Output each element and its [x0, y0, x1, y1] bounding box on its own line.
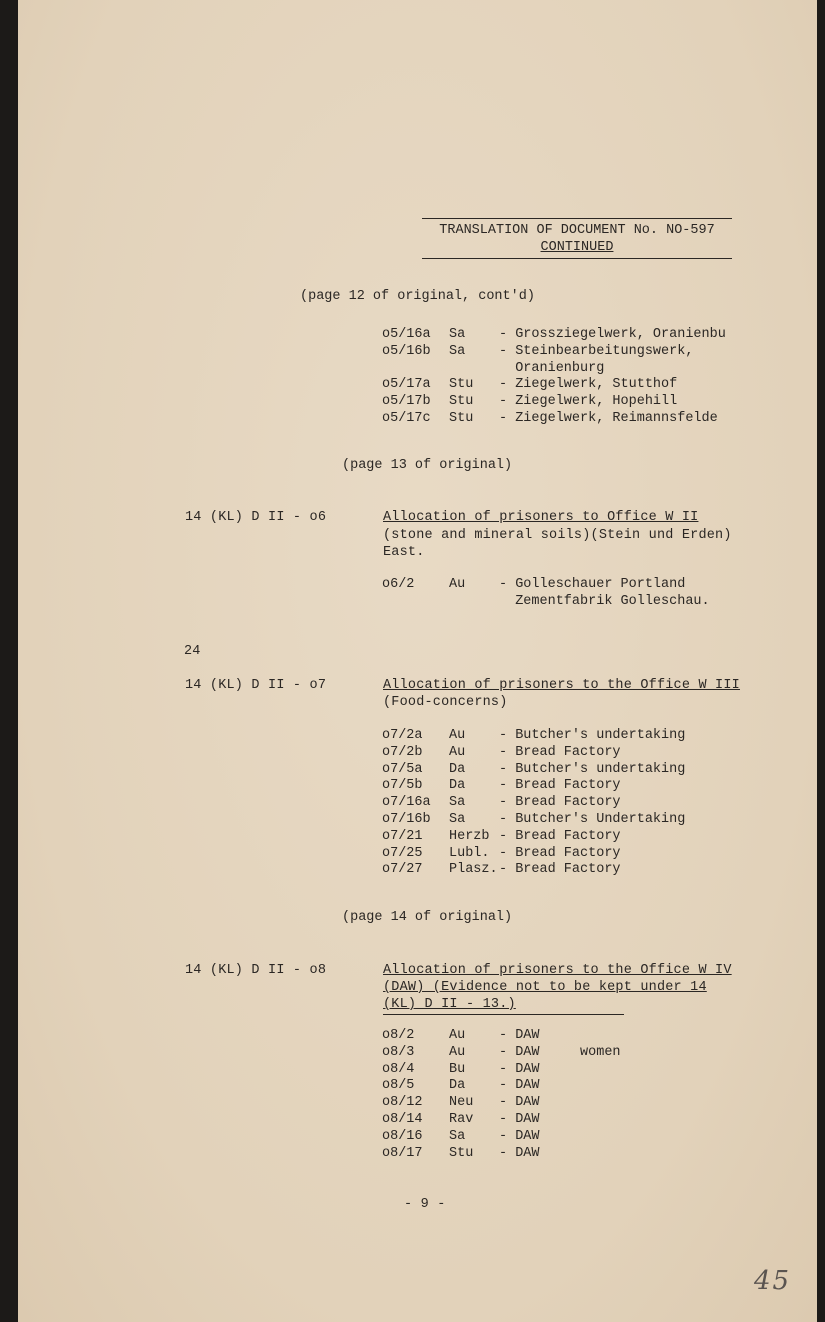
entry-code: o7/25 — [382, 845, 423, 861]
section-06-title: Allocation of prisoners to Office W II — [383, 510, 699, 525]
entry-code: o8/14 — [382, 1111, 423, 1127]
entry-camp: Au — [449, 1028, 466, 1043]
entry-description: - Grossziegelwerk, Oranienbu — [499, 327, 726, 342]
section-06-subtitle-2: East. — [383, 545, 425, 560]
page-12-entries — [382, 327, 726, 428]
header-top-rule — [422, 218, 732, 219]
entry-row — [382, 762, 685, 779]
entry-row — [382, 1062, 621, 1079]
entry-row — [382, 745, 685, 762]
entry-camp: Da — [449, 1078, 466, 1094]
entry-code: o8/16 — [382, 1128, 423, 1144]
entry-description: - Ziegelwerk, Stutthof — [499, 377, 678, 393]
section-08-title: Allocation of prisoners to the Office W IV — [383, 963, 732, 978]
entry-description: - DAW — [499, 1128, 540, 1144]
entry-description: Oranienburg — [499, 360, 605, 376]
entry-camp: Au — [449, 577, 466, 592]
entry-description: - DAW — [499, 1061, 540, 1077]
entry-description: - Butcher's undertaking — [499, 728, 686, 743]
entry-code: o8/4 — [382, 1061, 415, 1077]
entry-row — [382, 394, 726, 411]
section-06-subtitle: (stone and mineral soils)(Stein und Erden) — [383, 528, 732, 543]
entry-row — [382, 1078, 621, 1095]
header-title: TRANSLATION OF DOCUMENT No. NO-597 — [439, 223, 715, 238]
section-08-subtitle: (DAW) (Evidence not to be kept under 14 — [383, 980, 707, 995]
entry-camp: Da — [449, 778, 466, 794]
entry-camp: Sa — [449, 1128, 466, 1144]
entry-description: - DAW — [499, 1028, 540, 1043]
entry-camp: Sa — [449, 327, 466, 342]
entry-row — [382, 812, 685, 829]
entry-camp: Plasz. — [449, 862, 498, 878]
entry-code — [382, 594, 449, 611]
page-number-24: 24 — [184, 644, 201, 659]
entry-camp: Sa — [449, 811, 466, 827]
entry-description: - DAW women — [499, 1044, 621, 1060]
header-continued: CONTINUED — [540, 240, 614, 255]
entry-camp — [449, 594, 499, 611]
entry-row — [382, 1146, 621, 1163]
entry-camp: Lubl. — [449, 845, 490, 861]
entry-code: o5/17a — [382, 377, 431, 393]
entry-description: - Golleschauer Portland — [499, 577, 686, 592]
entry-code: o7/2b — [382, 744, 423, 760]
entry-code: o8/17 — [382, 1145, 423, 1161]
entry-description: - DAW — [499, 1145, 540, 1161]
entry-row — [382, 862, 685, 879]
entry-description: - Butcher's Undertaking — [499, 811, 686, 827]
section-08-ref: 14 (KL) D II - o8 — [185, 963, 327, 978]
entry-code: o8/2 — [382, 1028, 415, 1043]
entry-code: o8/5 — [382, 1078, 415, 1094]
entry-camp: Da — [449, 761, 466, 777]
archive-handwritten-number: 45 — [754, 1266, 792, 1296]
entry-row — [382, 577, 710, 594]
entry-description: - DAW — [499, 1095, 540, 1111]
document-page — [18, 0, 817, 1322]
entry-camp: Bu — [449, 1061, 466, 1077]
entry-camp: Stu — [449, 410, 474, 426]
entry-description: - Ziegelwerk, Hopehill — [499, 394, 678, 410]
entry-description: - Bread Factory — [499, 744, 621, 760]
entry-row — [382, 778, 685, 795]
entry-description: - Steinbearbeitungswerk, — [499, 343, 694, 359]
entry-row — [382, 411, 726, 428]
page-footer-number: - 9 - — [404, 1197, 446, 1212]
entry-row — [382, 1028, 621, 1045]
section-08-rule — [383, 1014, 624, 1015]
page-14-note: (page 14 of original) — [342, 910, 513, 925]
entry-description: Zementfabrik Golleschau. — [499, 593, 710, 609]
entry-camp: Sa — [449, 795, 466, 811]
entry-code: o7/16a — [382, 795, 431, 811]
entry-row — [382, 1129, 621, 1146]
entry-camp: Neu — [449, 1095, 474, 1111]
entry-code: o8/3 — [382, 1044, 415, 1060]
header-bottom-rule — [422, 258, 732, 259]
entry-description: - Bread Factory — [499, 828, 621, 844]
entry-camp: Rav — [449, 1111, 474, 1127]
entry-description: - Butcher's undertaking — [499, 761, 686, 777]
entry-code: o5/17c — [382, 410, 431, 426]
entry-description: - DAW — [499, 1111, 540, 1127]
section-07-subtitle: (Food-concerns) — [383, 695, 508, 710]
entry-code: o7/5b — [382, 778, 423, 794]
entry-camp — [449, 361, 499, 378]
section-07-entries — [382, 728, 685, 879]
entry-code: o7/16b — [382, 811, 431, 827]
entry-row — [382, 846, 685, 863]
entry-row — [382, 795, 685, 812]
section-08-subtitle-2: (KL) D II - 13.) — [383, 997, 516, 1012]
entry-row — [382, 1095, 621, 1112]
section-07-title: Allocation of prisoners to the Office W III — [383, 678, 740, 693]
section-06-ref: 14 (KL) D II - o6 — [185, 510, 327, 525]
entry-camp: Stu — [449, 377, 474, 393]
entry-code: o5/16b — [382, 343, 431, 359]
page-13-note: (page 13 of original) — [342, 458, 513, 473]
entry-camp: Sa — [449, 343, 466, 359]
entry-row — [382, 327, 726, 344]
entry-row — [382, 728, 685, 745]
page-12-note: (page 12 of original, cont'd) — [300, 289, 535, 304]
entry-description: - Bread Factory — [499, 862, 621, 878]
section-07-ref: 14 (KL) D II - o7 — [185, 678, 327, 693]
entry-row — [382, 829, 685, 846]
entry-camp: Stu — [449, 394, 474, 410]
entry-camp: Herzb — [449, 828, 490, 844]
entry-description: - DAW — [499, 1078, 540, 1094]
entry-row — [382, 344, 726, 361]
entry-camp: Au — [449, 1044, 466, 1060]
entry-code: o7/21 — [382, 828, 423, 844]
entry-code: o7/2a — [382, 728, 423, 743]
entry-description: - Bread Factory — [499, 845, 621, 861]
entry-camp: Stu — [449, 1145, 474, 1161]
entry-code: o7/5a — [382, 761, 423, 777]
entry-code — [382, 361, 449, 378]
entry-description: - Ziegelwerk, Reimannsfelde — [499, 410, 718, 426]
entry-code: o5/16a — [382, 327, 431, 342]
entry-code: o8/12 — [382, 1095, 423, 1111]
entry-code: o6/2 — [382, 577, 415, 592]
entry-description: - Bread Factory — [499, 778, 621, 794]
entry-row — [382, 1112, 621, 1129]
entry-description: - Bread Factory — [499, 795, 621, 811]
entry-code: o5/17b — [382, 394, 431, 410]
entry-row — [382, 361, 726, 378]
entry-code: o7/27 — [382, 862, 423, 878]
entry-row — [382, 1045, 621, 1062]
entry-row — [382, 377, 726, 394]
section-08-entries — [382, 1028, 621, 1162]
section-06-entries — [382, 577, 710, 611]
entry-row — [382, 594, 710, 611]
entry-camp: Au — [449, 744, 466, 760]
entry-camp: Au — [449, 728, 466, 743]
document-header — [422, 218, 732, 259]
